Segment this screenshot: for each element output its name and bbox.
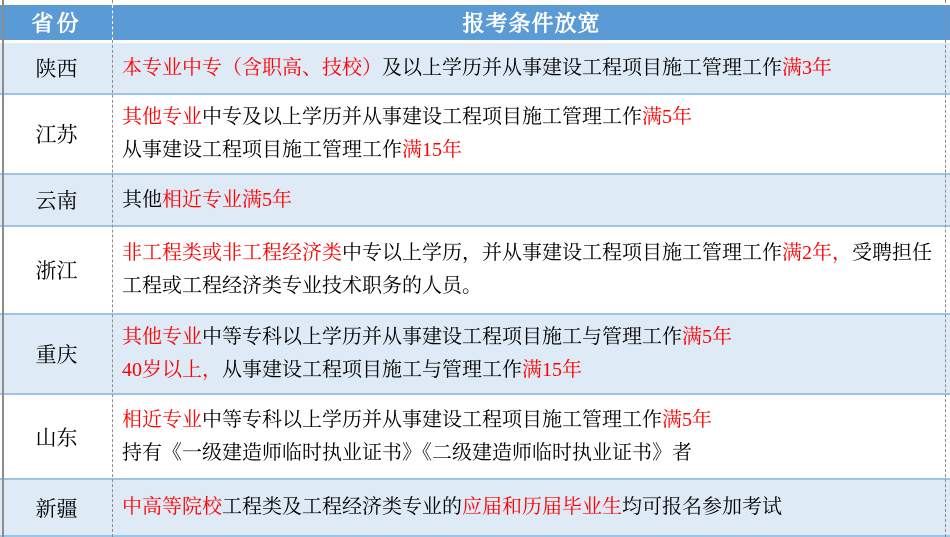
table-row — [0, 480, 950, 537]
text-segment-black: 中专及以上学历并从事建设工程项目施工管理工作 — [202, 106, 642, 128]
condition-cell — [113, 480, 950, 535]
text-segment-black: 中等专科以上学历并从事建设工程项目施工管理工作 — [202, 408, 662, 431]
table-row — [0, 227, 950, 315]
text-segment-red: 满5年 — [682, 326, 732, 348]
table-body — [0, 43, 950, 537]
text-segment-red: 40岁以上， — [122, 359, 222, 381]
text-segment-red: 满5年 — [642, 106, 692, 128]
text-segment-red: 满3年 — [782, 56, 832, 79]
table-header-row — [0, 5, 950, 40]
condition-line — [122, 184, 938, 217]
conditions-table — [0, 5, 950, 537]
province-cell: 重庆 — [35, 343, 78, 367]
text-segment-black: 均可报名参加考试 — [622, 496, 782, 518]
condition-cell — [113, 95, 950, 173]
condition-line — [122, 52, 938, 85]
text-segment-red: 满15年 — [402, 139, 462, 161]
text-segment-red: 相近专业满5年 — [162, 188, 292, 211]
province-cell: 江苏 — [35, 123, 78, 147]
table-row — [0, 175, 950, 227]
text-segment-red: 满2年， — [782, 242, 852, 264]
text-segment-red: 满5年 — [662, 408, 712, 431]
condition-cell — [113, 227, 950, 313]
header-province: 省份 — [31, 11, 82, 36]
text-segment-red: 应届和历届毕业生 — [462, 496, 622, 518]
province-cell: 陕西 — [35, 57, 78, 81]
condition-line — [122, 134, 938, 167]
condition-line — [122, 404, 938, 437]
province-cell: 新疆 — [35, 496, 78, 521]
text-segment-black: 从事建设工程项目施工管理工作 — [122, 139, 402, 161]
province-cell: 浙江 — [35, 259, 78, 283]
condition-line — [122, 321, 938, 354]
text-segment-black: 及以上学历并从事建设工程项目施工管理工作 — [382, 56, 782, 79]
condition-line — [122, 354, 938, 387]
text-segment-black: 受聘担任工程或工程经济类专业技术职务的人员。 — [122, 242, 932, 297]
text-segment-black: 中专以上学历，并从事建设工程项目施工管理工作 — [342, 242, 782, 264]
table-row — [0, 43, 950, 95]
text-segment-red: 本专业中专（含职高、技校） — [122, 56, 382, 79]
text-segment-red: 满15年 — [522, 359, 582, 381]
text-segment-black: 其他 — [122, 188, 162, 211]
text-segment-red: 其他专业 — [122, 326, 202, 348]
text-segment-black: 从事建设工程项目施工与管理工作 — [222, 359, 522, 381]
condition-line — [122, 237, 938, 303]
text-segment-black: 工程类及工程经济类专业的 — [222, 496, 462, 518]
header-condition: 报考条件放宽 — [462, 11, 601, 36]
text-segment-red: 非工程类或非工程经济类 — [122, 242, 342, 264]
text-segment-red: 相近专业 — [122, 408, 202, 431]
condition-cell — [113, 175, 950, 225]
condition-line — [122, 437, 938, 470]
text-segment-red: 其他专业 — [122, 106, 202, 128]
text-segment-black: 中等专科以上学历并从事建设工程项目施工与管理工作 — [202, 326, 682, 348]
text-segment-red: 中高等院校 — [122, 496, 222, 518]
condition-cell — [113, 395, 950, 478]
condition-cell — [113, 315, 950, 393]
province-cell: 山东 — [35, 425, 78, 450]
table-row — [0, 95, 950, 175]
condition-line — [122, 491, 938, 524]
text-segment-black: 持有《一级建造师临时执业证书》《二级建造师临时执业证书》者 — [122, 441, 692, 464]
province-cell: 云南 — [35, 189, 78, 213]
table-row — [0, 395, 950, 480]
condition-line — [122, 101, 938, 134]
table-row — [0, 315, 950, 395]
condition-cell — [113, 43, 950, 93]
